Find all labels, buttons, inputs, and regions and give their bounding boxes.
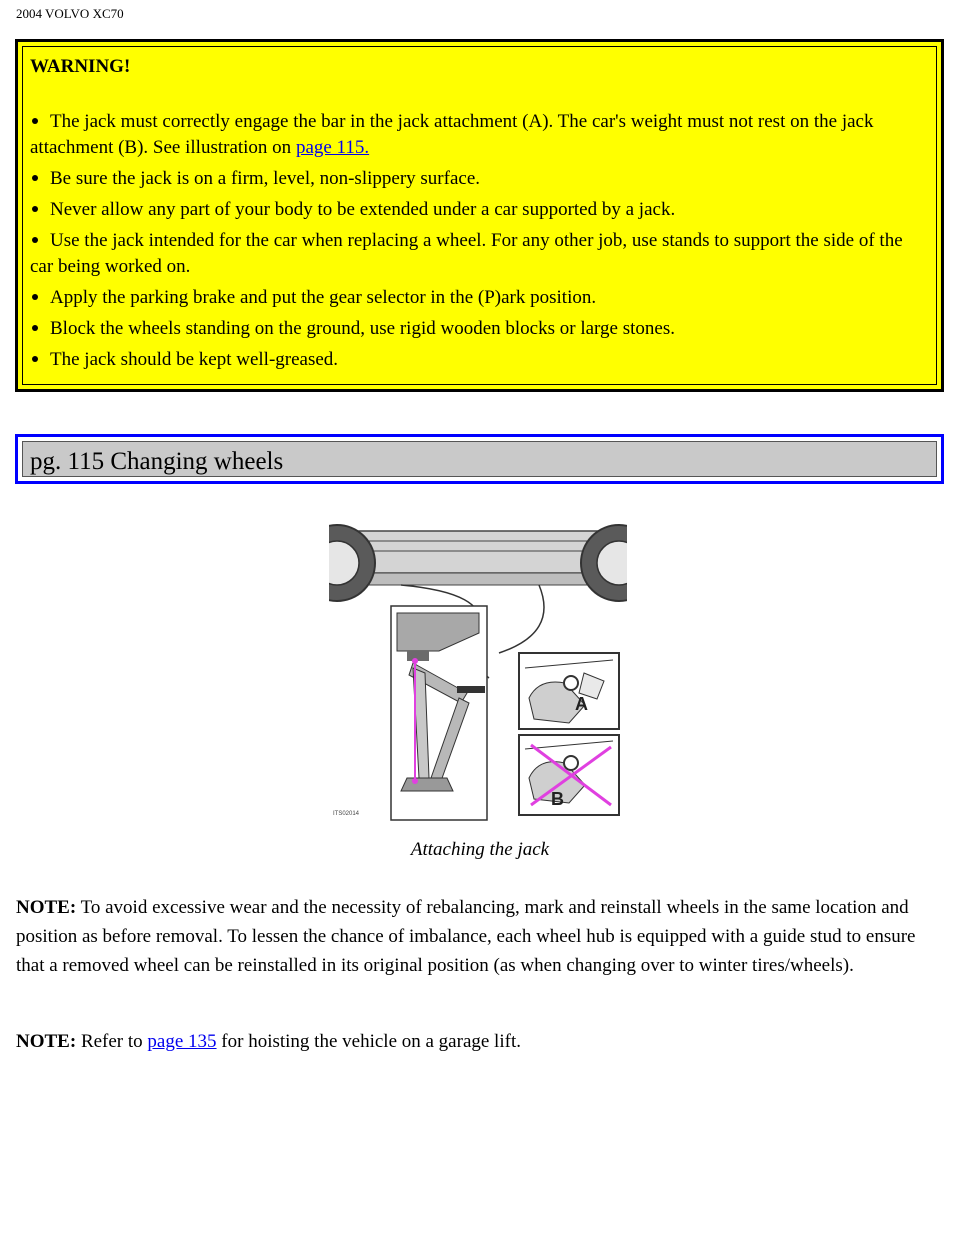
note-label: NOTE: <box>16 897 77 918</box>
document-header: 2004 VOLVO XC70 <box>16 6 124 21</box>
section-title: pg. 115 Changing wheels <box>30 448 284 475</box>
warning-item-text: Block the wheels standing on the ground, use rigid wooden blocks or large stones. <box>50 318 675 339</box>
note-paragraph <box>16 893 944 980</box>
bullet-icon <box>32 356 38 362</box>
warning-title: WARNING! <box>30 56 131 77</box>
note-text: for hoisting the vehicle on a garage lift. <box>216 1031 521 1052</box>
section-header <box>15 434 944 484</box>
bullet-icon <box>32 325 38 331</box>
warning-item <box>30 347 920 373</box>
warning-item <box>30 285 920 311</box>
warning-item-text: Be sure the jack is on a firm, level, non-slippery surface. <box>50 168 480 189</box>
jack-illustration <box>329 523 627 822</box>
warning-item <box>30 166 920 192</box>
figure-code: ITS02014 <box>333 811 360 817</box>
warning-box <box>15 39 944 392</box>
warning-item <box>30 228 920 280</box>
note-text: To avoid excessive wear and the necessity of rebalancing, mark and reinstall wheels in the same location and position as before removal. To lessen the chance of imbalance, each wheel hub is equipped with a guide stud to ensure that a removed wheel can be reinstalled in its original position (as when changing over to winter tires/wheels). <box>16 897 916 976</box>
label-a: A <box>575 694 588 714</box>
jack-illustration-svg <box>329 523 627 822</box>
page-115-link[interactable]: page 115. <box>295 137 370 158</box>
warning-list <box>30 109 920 378</box>
warning-item-text: The jack must correctly engage the bar in the jack attachment (A). The car's weight must not rest on the jack attachment (B). See illustration on <box>30 111 874 158</box>
warning-item-text: The jack should be kept well-greased. <box>50 349 339 370</box>
bullet-icon <box>32 237 38 243</box>
bullet-icon <box>32 118 38 124</box>
bullet-icon <box>32 294 38 300</box>
warning-item-text: Apply the parking brake and put the gear selector in the (P)ark position. <box>50 287 597 308</box>
note-text: Refer to <box>76 1031 148 1052</box>
label-b: B <box>551 789 564 809</box>
warning-item <box>30 316 920 342</box>
note-label: NOTE: <box>16 1031 77 1052</box>
note-paragraph <box>16 1027 944 1056</box>
warning-item-text: Use the jack intended for the car when replacing a wheel. For any other job, use stands to support the side of the car being worked on. <box>30 230 903 277</box>
warning-item <box>30 109 920 161</box>
bullet-icon <box>32 175 38 181</box>
bullet-icon <box>32 206 38 212</box>
warning-item <box>30 197 920 223</box>
warning-item-text: Never allow any part of your body to be extended under a car supported by a jack. <box>50 199 676 220</box>
page-135-link[interactable]: page 135 <box>147 1031 217 1052</box>
figure-caption: Attaching the jack <box>410 839 550 860</box>
section-header-inner <box>22 441 937 477</box>
